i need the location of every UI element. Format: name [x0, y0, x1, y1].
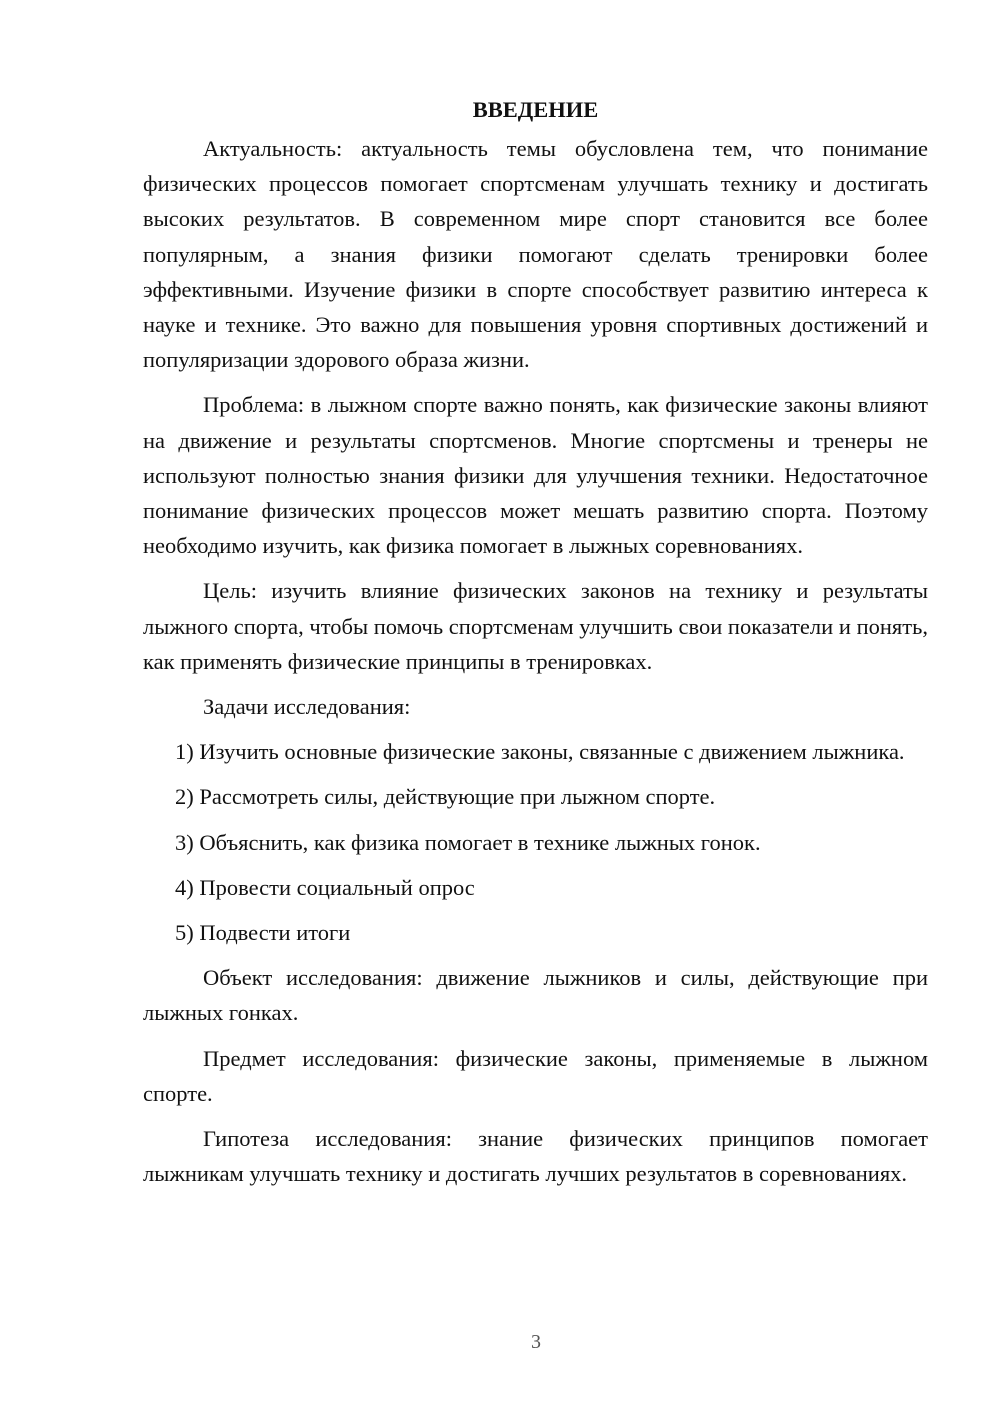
task-item-2: 2) Рассмотреть силы, действующие при лыжном спорте.	[175, 784, 716, 810]
task-item-1: 1) Изучить основные физические законы, связанные с движением лыжника.	[175, 739, 905, 765]
task-item-3: 3) Объяснить, как физика помогает в технике лыжных гонок.	[175, 829, 761, 855]
section-heading: ВВЕДЕНИЕ	[472, 97, 599, 122]
page-content	[143, 92, 928, 1201]
page-number: 3	[531, 1331, 541, 1353]
task-item-4: 4) Провести социальный опрос	[175, 874, 475, 900]
problem-paragraph: Проблема: в лыжном спорте важно понять, как физические законы влияют на движение и результаты спортсменов. Многие спортсмены и тренеры не используют полностью знания физики для улучшения техники. Недостаточное понимание физических процессов может мешать развитию спорта. Поэтому необходимо изучить, как физика помогает в лыжных соревнованиях.	[143, 392, 928, 559]
tasks-title: Задачи исследования:	[203, 694, 411, 720]
object-paragraph: Объект исследования: движение лыжников и силы, действующие при лыжных гонках.	[143, 965, 928, 1026]
goal-paragraph: Цель: изучить влияние физических законов на технику и результаты лыжного спорта, чтобы помочь спортсменам улучшить свои показатели и понять, как применять физические принципы в тренировках.	[143, 578, 928, 674]
relevance-paragraph: Актуальность: актуальность темы обусловлена тем, что понимание физических процессов помогает спортсменам улучшать технику и достигать высоких результатов. В современном мире спорт становится все более популярным, а знания физики помогают сделать тренировки более эффективными. Изучение физики в спорте способствует развитию интереса к науке и технике. Это важно для повышения уровня спортивных достижений и популяризации здорового образа жизни.	[143, 136, 928, 373]
subject-paragraph: Предмет исследования: физические законы, применяемые в лыжном спорте.	[143, 1045, 928, 1106]
task-item-5: 5) Подвести итоги	[175, 920, 351, 946]
hypothesis-paragraph: Гипотеза исследования: знание физических принципов помогает лыжникам улучшать технику и достигать лучших результатов в соревнованиях.	[143, 1126, 928, 1187]
